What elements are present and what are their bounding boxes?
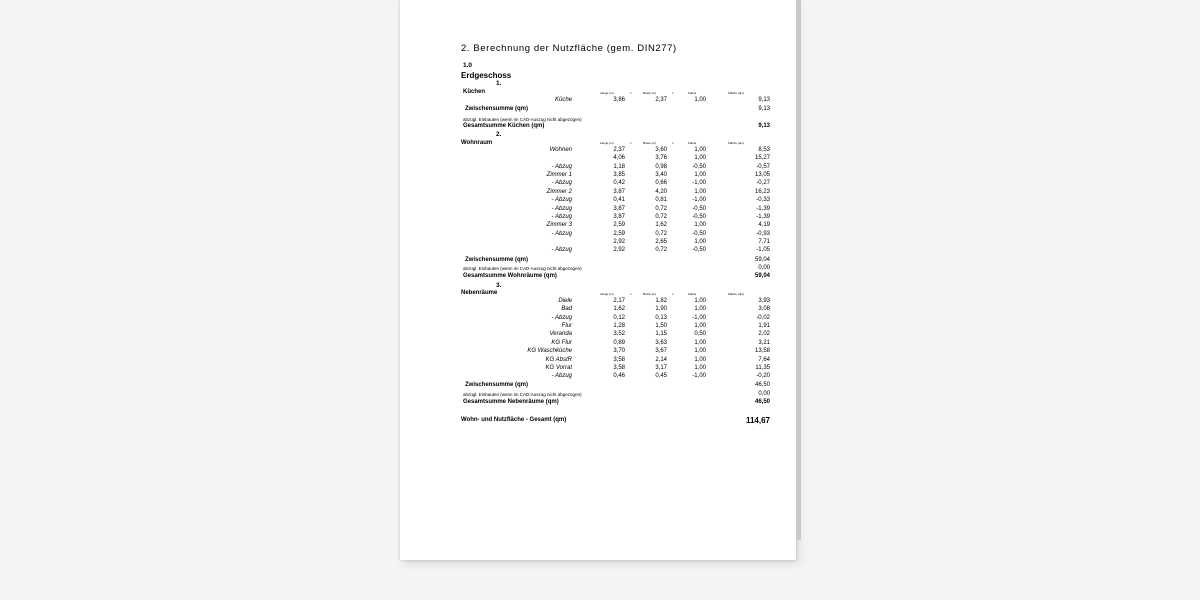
area-value: 7,71 [758,239,770,246]
room-heading: Wohnraum [461,140,493,146]
row-label: - Abzug [551,373,572,380]
length-value: 0,89 [613,339,625,346]
fixtures-value: 0,00 [758,265,770,271]
table-row [400,172,796,180]
row-label: KG Waschküche [527,348,572,355]
factor-value: 1,00 [694,172,706,179]
width-value: 0,72 [655,247,667,254]
width-value: 3,67 [655,348,667,355]
table-row [400,214,796,222]
row-label: - Abzug [551,197,572,204]
factor-value: 1,00 [694,306,706,313]
factor-value: -1,00 [692,314,706,321]
row-label: Veranda [549,331,572,338]
table-row [400,365,796,373]
column-header-x1: x [630,91,632,95]
factor-value: 0,50 [694,331,706,338]
table-row [400,164,796,172]
grand-total-value: 114,67 [745,416,770,425]
document-title: 2. Berechnung der Nutzfläche (gem. DIN277) [461,43,677,54]
factor-value: 1,00 [694,348,706,355]
row-label: - Abzug [551,180,572,187]
length-value: 0,42 [613,180,625,187]
row-label: KG AbstR [545,356,572,363]
length-value: 2,92 [613,247,625,254]
table-row [400,231,796,239]
area-value: 15,27 [754,155,770,162]
factor-value: 1,00 [694,364,706,371]
table-row [400,97,796,105]
factor-value: -0,50 [692,205,706,212]
width-value: 1,15 [655,331,667,338]
row-label: Wohnen [549,147,572,153]
section-number: 1. [496,80,502,87]
area-value: -0,93 [756,230,770,237]
length-value: 3,58 [613,356,625,363]
factor-value: -0,50 [692,247,706,254]
section-total-label: Gesamtsumme Wohnräume (qm) [463,273,557,279]
area-value: 16,23 [754,188,770,195]
table-row [400,315,796,323]
length-value: 1,28 [613,323,625,330]
column-header-length: Länge (m) [600,141,614,145]
column-header-factor: Faktor [688,91,697,95]
table-row [400,222,796,230]
column-header-area: Fläche (qm) [728,141,745,145]
width-value: 0,45 [655,373,667,380]
column-header-factor: Faktor [688,141,697,145]
table-row [400,189,796,197]
row-label: Zimmer 3 [546,222,572,229]
factor-value: 1,00 [694,323,706,330]
area-value: 3,93 [758,298,770,304]
width-value: 3,40 [655,172,667,179]
section-number: 1.0 [463,62,473,69]
width-value: 2,65 [655,239,667,246]
area-value: 11,35 [755,364,770,371]
width-value: 0,72 [655,205,667,212]
table-row [400,306,796,314]
area-value: -1,39 [756,213,770,220]
width-value: 0,66 [655,180,667,187]
area-value: 3,08 [758,306,770,313]
subtotal-label: Zwischensumme (qm) [465,106,529,112]
column-header-area: Fläche (qm) [728,91,745,95]
column-header-area: Fläche (qm) [728,292,745,296]
length-value: 3,85 [613,172,625,179]
section-total-value: 59,04 [754,273,770,279]
table-row [400,298,796,306]
fixtures-note: abzügl. Einbauten (wenn im CAD-Auszug nicht abgezogen) [463,266,582,271]
row-label: KG Flur [551,339,572,346]
grand-total-label: Wohn- und Nutzfläche - Gesamt (qm) [461,417,567,423]
length-value: 2,59 [613,222,625,229]
table-row [400,247,796,255]
factor-value: -1,00 [692,373,706,380]
row-label: - Abzug [551,163,572,170]
area-value: 13,58 [754,348,770,355]
width-value: 0,72 [655,230,667,237]
width-value: 1,62 [655,222,667,229]
factor-value: -0,50 [692,213,706,220]
length-value: 3,70 [613,348,625,355]
factor-value: 1,00 [694,222,706,229]
row-label: - Abzug [551,230,572,237]
area-value: 7,64 [758,356,770,363]
floor-heading: Erdgeschoss [461,71,512,80]
section-number: 2. [496,131,502,138]
table-row [400,357,796,365]
length-value: 2,17 [613,298,625,304]
column-header-length: Länge (m) [600,91,614,95]
subtotal-label: Zwischensumme (qm) [465,257,529,263]
length-value: 4,06 [613,155,625,162]
table-row [400,147,796,155]
length-value: 0,41 [613,197,625,204]
column-header-x1: x [630,141,632,145]
table-row [400,323,796,331]
width-value: 2,37 [655,97,667,103]
width-value: 1,82 [655,298,667,304]
factor-value: 1,00 [694,97,706,103]
row-label: Bad [561,306,572,313]
row-label: KG Vorrat [545,364,572,371]
area-value: -0,27 [756,180,770,187]
length-value: 2,37 [613,147,625,153]
area-value: -0,33 [756,197,770,204]
row-label: - Abzug [551,247,572,254]
subtotal-label: Zwischensumme (qm) [465,382,529,388]
subtotal-value: 46,50 [754,382,770,388]
width-value: 1,50 [655,323,667,330]
column-header-width: Breite (m) [643,292,657,296]
factor-value: 1,00 [694,188,706,195]
section-number: 3. [496,282,502,289]
width-value: 2,14 [655,356,667,363]
area-value: 3,21 [758,339,770,346]
table-row [400,348,796,356]
width-value: 0,98 [655,163,667,170]
width-value: 0,72 [655,213,667,220]
length-value: 0,12 [613,314,625,321]
fixtures-value: 0,00 [758,391,770,397]
width-value: 3,63 [655,339,667,346]
column-header-x2: x [672,292,674,296]
room-heading: Küchen [463,89,486,95]
area-value: 1,91 [758,323,770,330]
fixtures-note: abzügl. Einbauten (wenn im CAD-Auszug nicht abgezogen) [463,117,582,122]
area-value: -1,39 [756,205,770,212]
area-value: 8,53 [758,147,770,153]
length-value: 3,52 [613,331,625,338]
area-value: -0,57 [756,163,770,170]
length-value: 3,86 [613,97,625,103]
width-value: 3,76 [655,155,667,162]
length-value: 1,18 [613,163,625,170]
row-label: Zimmer 2 [546,188,572,195]
row-label: - Abzug [551,213,572,220]
column-header-width: Breite (m) [643,141,657,145]
factor-value: -1,00 [692,180,706,187]
length-value: 2,59 [613,230,625,237]
length-value: 1,62 [613,306,625,313]
row-label: Diele [558,298,572,304]
width-value: 4,20 [655,188,667,195]
factor-value: -0,50 [692,163,706,170]
area-value: 4,19 [758,222,770,229]
width-value: 0,13 [655,314,667,321]
column-header-x1: x [630,292,632,296]
factor-value: -0,50 [692,230,706,237]
column-header-length: Länge (m) [600,292,614,296]
column-header-width: Breite (m) [643,91,657,95]
table-row [400,155,796,163]
width-value: 0,81 [655,197,667,204]
section-total-value: 9,13 [758,123,770,129]
table-row [400,239,796,247]
factor-value: 1,00 [694,356,706,363]
subtotal-value: 9,13 [758,106,770,112]
factor-value: 1,00 [694,239,706,246]
row-label: Zimmer 1 [546,172,572,179]
table-row [400,340,796,348]
page-scrollbar[interactable] [796,0,801,540]
area-value: -0,20 [756,373,770,380]
section-total-value: 46,50 [754,399,770,405]
length-value: 3,87 [613,188,625,195]
section-total-label: Gesamtsumme Küchen (qm) [463,123,545,129]
column-header-factor: Faktor [688,292,697,296]
length-value: 3,58 [613,364,625,371]
row-label: Flur [561,323,572,330]
factor-value: 1,00 [694,298,706,304]
area-value: 9,13 [758,97,770,103]
section-total-label: Gesamtsumme Nebenräume (qm) [463,399,559,405]
document-page [400,0,796,560]
length-value: 3,87 [613,205,625,212]
width-value: 1,90 [655,306,667,313]
area-value: -1,05 [756,247,770,254]
length-value: 0,46 [613,373,625,380]
table-row [400,180,796,188]
fixtures-note: abzügl. Einbauten (wenn im CAD-Auszug nicht abgezogen) [463,392,582,397]
column-header-x2: x [672,141,674,145]
column-header-x2: x [672,91,674,95]
factor-value: 1,00 [694,339,706,346]
row-label: - Abzug [551,314,572,321]
room-heading: Nebenräume [461,290,498,296]
width-value: 3,17 [655,364,667,371]
area-value: -0,02 [756,314,770,321]
factor-value: 1,00 [694,155,706,162]
row-label: Küche [554,97,572,103]
area-value: 2,02 [758,331,770,338]
table-row [400,206,796,214]
row-label: - Abzug [551,205,572,212]
table-row [400,373,796,381]
area-value: 13,05 [754,172,770,179]
table-row [400,197,796,205]
length-value: 3,87 [613,213,625,220]
factor-value: 1,00 [694,147,706,153]
width-value: 3,60 [655,147,667,153]
factor-value: -1,00 [692,197,706,204]
subtotal-value: 59,04 [754,257,770,263]
length-value: 2,92 [613,239,625,246]
table-row [400,331,796,339]
